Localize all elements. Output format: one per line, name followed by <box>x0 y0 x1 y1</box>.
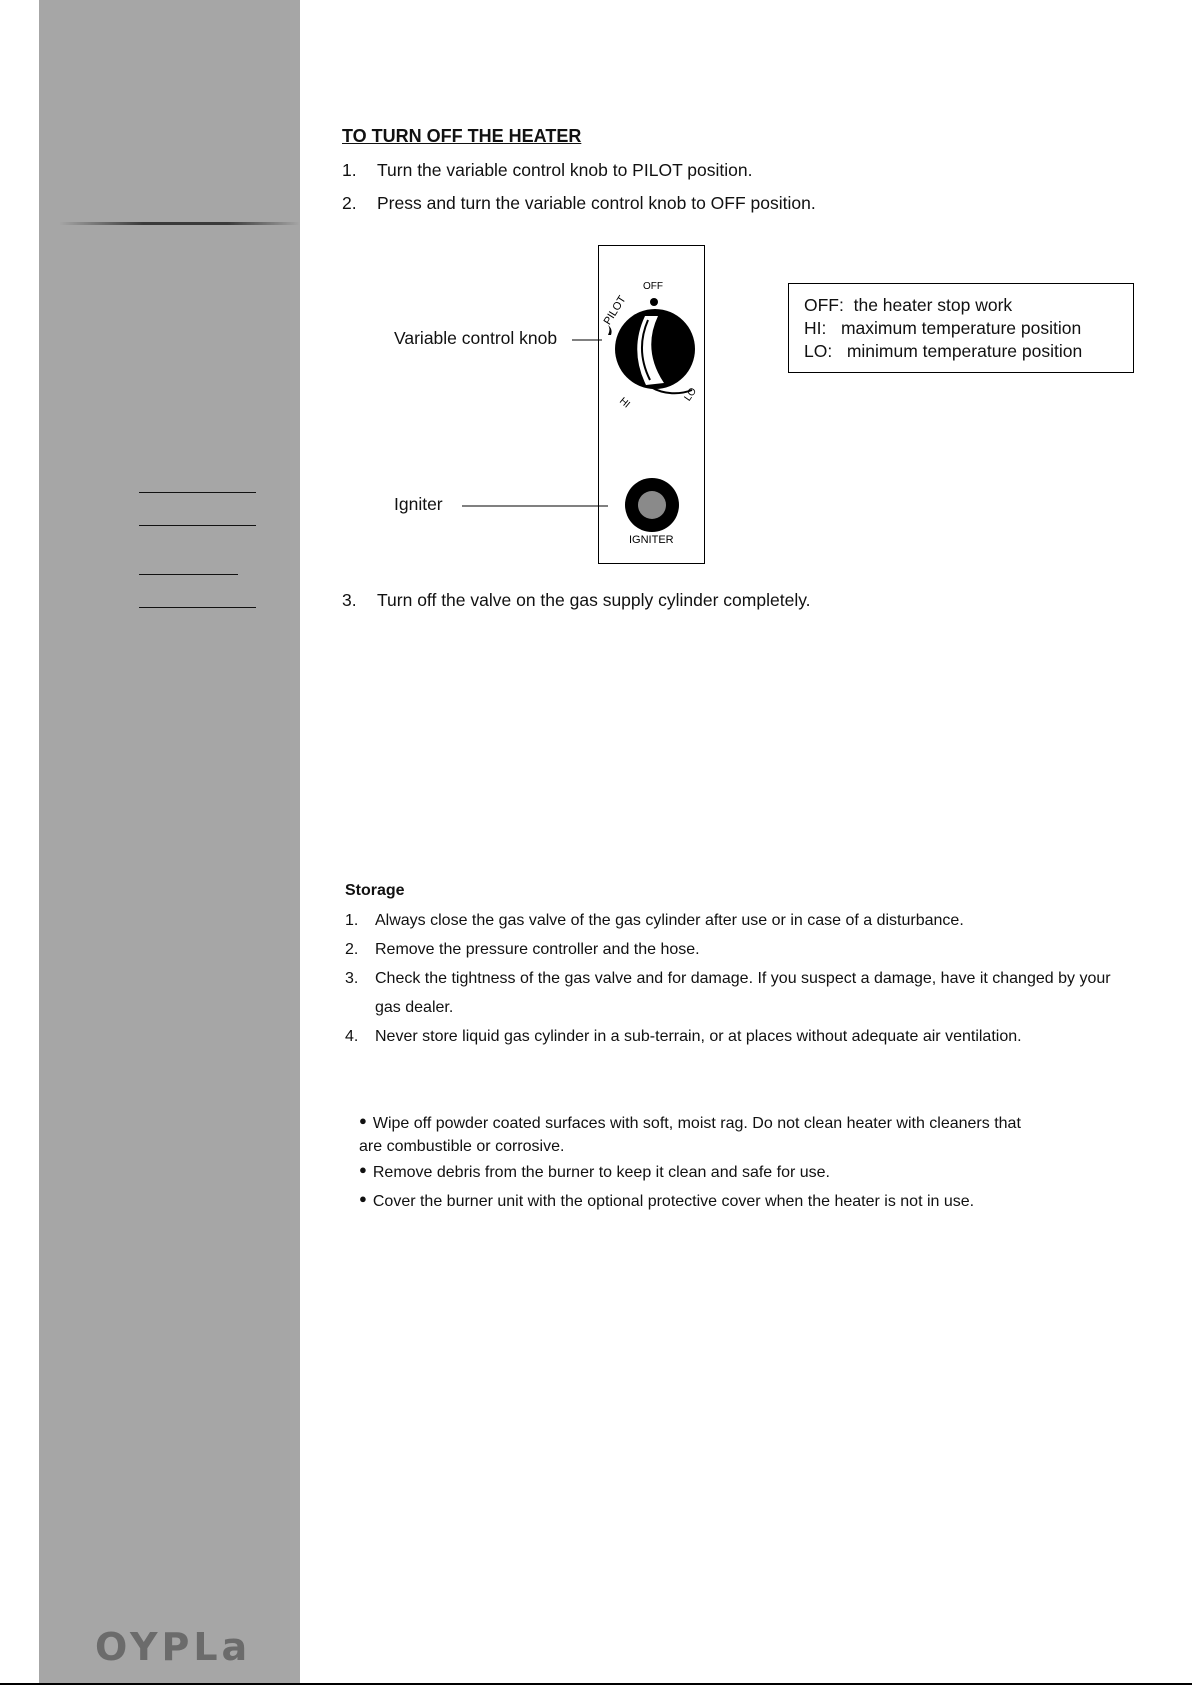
knob-label-hi: HI <box>617 395 632 411</box>
cleaning-bullet-continued: are combustible or corrosive. <box>359 1138 565 1155</box>
step-text: Turn the variable control knob to PILOT position. <box>377 160 753 180</box>
legend-text: minimum temperature position <box>846 341 1083 361</box>
bullet-dot: ● <box>359 1162 367 1177</box>
step-number: 2. <box>342 193 357 213</box>
sidebar-divider <box>59 222 300 225</box>
step-number: 3. <box>342 590 357 610</box>
step-text: Never store liquid gas cylinder in a sub-terrain, or at places without adequate air ventilation. <box>375 1028 1022 1045</box>
legend-key: OFF: <box>804 295 844 315</box>
knob-legend-box <box>788 283 1134 373</box>
step-text: Always close the gas valve of the gas cylinder after use or in case of a disturbance. <box>375 912 964 929</box>
sidebar-line <box>139 574 238 575</box>
cleaning-bullet <box>359 1115 1021 1133</box>
step-text: Turn off the valve on the gas supply cylinder completely. <box>377 590 811 610</box>
cleaning-bullet <box>359 1193 974 1211</box>
step-number: 1. <box>342 160 357 180</box>
igniter-center <box>638 491 666 519</box>
legend-row <box>804 294 1133 317</box>
step-number: 2. <box>345 941 359 958</box>
bullet-dot: ● <box>359 1191 367 1206</box>
step-number: 1. <box>345 912 359 929</box>
legend-row <box>804 340 1133 363</box>
brand-logo: OYPLa <box>95 1625 252 1669</box>
bullet-dot: ● <box>359 1113 367 1128</box>
legend-key: HI: <box>804 318 827 338</box>
cleaning-bullet <box>359 1164 830 1182</box>
knob-label-pilot: PILOT <box>601 293 629 328</box>
sidebar <box>39 0 300 1683</box>
step-text: Check the tightness of the gas valve and for damage. If you suspect a damage, have it changed by your <box>375 970 1111 987</box>
legend-text: the heater stop work <box>853 295 1013 315</box>
knob-label-off: OFF <box>643 281 663 292</box>
off-indicator-dot <box>650 298 658 306</box>
step-number: 3. <box>345 970 359 987</box>
callout-variable-control-knob: Variable control knob <box>394 328 558 348</box>
step-text-continued: gas dealer. <box>375 999 454 1016</box>
sidebar-line <box>139 492 256 493</box>
legend-row <box>804 317 1133 340</box>
step-text: Press and turn the variable control knob to OFF position. <box>377 193 816 213</box>
control-panel-diagram <box>380 240 720 580</box>
step-text: Remove the pressure controller and the hose. <box>375 941 700 958</box>
legend-key: LO: <box>804 341 833 361</box>
bullet-text: Cover the burner unit with the optional protective cover when the heater is not in use. <box>372 1193 975 1210</box>
legend-text: maximum temperature position <box>840 318 1082 338</box>
sidebar-line <box>139 525 256 526</box>
callout-igniter: Igniter <box>394 494 443 514</box>
sidebar-line <box>139 607 256 608</box>
bullet-text: Remove debris from the burner to keep it clean and safe for use. <box>372 1164 830 1181</box>
step-number: 4. <box>345 1028 359 1045</box>
igniter-label: IGNITER <box>629 534 674 546</box>
knob-label-lo: LO <box>682 386 700 404</box>
section-title-storage: Storage <box>345 882 405 899</box>
section-title-turn-off: TO TURN OFF THE HEATER <box>342 126 582 146</box>
bullet-text: Wipe off powder coated surfaces with soft, moist rag. Do not clean heater with cleaners that <box>372 1115 1021 1132</box>
